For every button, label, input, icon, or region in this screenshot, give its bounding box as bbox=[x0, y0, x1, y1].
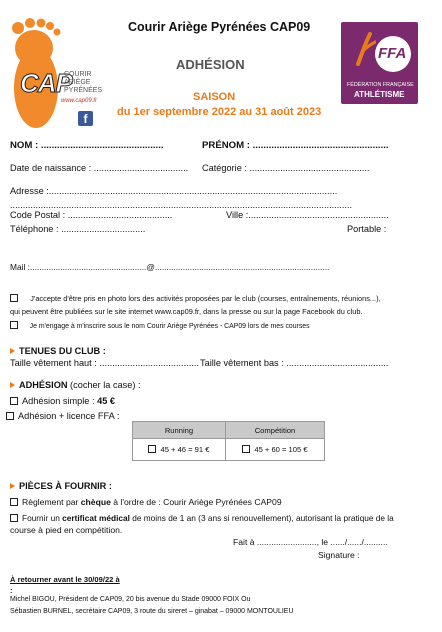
signature-label: Signature : bbox=[318, 550, 360, 560]
cheque-option[interactable]: Règlement par chèque à l'ordre de : Courir Ariège Pyrénées CAP09 bbox=[10, 497, 282, 507]
facebook-icon bbox=[78, 111, 93, 126]
retour-heading: À retourner avant le 30/09/22 à bbox=[10, 575, 120, 584]
ffa-logo bbox=[341, 22, 418, 104]
nom-field[interactable]: NOM : .............................................. bbox=[10, 140, 164, 151]
cheque-checkbox[interactable] bbox=[10, 498, 18, 506]
page-title: ADHÉSION bbox=[176, 57, 245, 72]
cap-url: www.cap09.fr bbox=[61, 98, 98, 104]
retour-colon: : bbox=[10, 586, 13, 595]
portable-field[interactable]: Portable : bbox=[347, 224, 387, 234]
retour-address-1: Michel BIGOU, Président de CAP09, 20 bis avenue du Stade 09000 FOIX Ou bbox=[10, 596, 251, 603]
categorie-field[interactable]: Catégorie : ............................................... bbox=[202, 163, 370, 173]
arrow-right-icon bbox=[10, 483, 15, 489]
ville-field[interactable]: Ville :....................................................... bbox=[226, 210, 389, 220]
certificat-option[interactable]: Fournir un certificat médical de moins de 1 an (3 ans si renouvellement), autorisant la pratique de la bbox=[10, 513, 394, 523]
taille-bas-field[interactable]: Taille vêtement bas : ........................................ bbox=[200, 358, 389, 368]
facebook-glyph: f bbox=[83, 112, 88, 126]
cap-line2: ARIÈGE bbox=[64, 79, 91, 86]
ffa-letters: FFA bbox=[378, 45, 407, 62]
fee-header-competition: Compétition bbox=[225, 422, 324, 439]
courses-consent-text: Je m'engage à m'inscrire sous le nom Courir Ariège Pyrénées - CAP09 lors de mes courses bbox=[29, 323, 310, 330]
adhesion-licence-checkbox[interactable] bbox=[6, 412, 14, 420]
fait-a-field[interactable]: Fait à ........................., le ....../....../.......... bbox=[233, 537, 388, 547]
certificat-line2: course à pied en compétition. bbox=[10, 525, 123, 535]
retour-address-2: Sébastien BURNEL, secrétaire CAP09, 3 route du sireret – ginabat – 09000 MONTOULIEU bbox=[10, 608, 294, 615]
adhesion-licence-option[interactable]: Adhésion + licence FFA : bbox=[6, 411, 119, 421]
tenues-heading: TENUES DU CLUB : bbox=[10, 346, 106, 356]
saison-label: SAISON bbox=[193, 91, 236, 103]
courses-checkbox[interactable] bbox=[10, 321, 18, 329]
taille-haut-field[interactable]: Taille vêtement haut : ....................................... bbox=[10, 358, 199, 368]
pieces-heading: PIÈCES À FOURNIR : bbox=[10, 481, 112, 491]
arrow-right-icon bbox=[10, 348, 15, 354]
photo-checkbox[interactable] bbox=[10, 294, 18, 302]
saison-dates: du 1er septembre 2022 au 31 août 2023 bbox=[117, 106, 322, 118]
fee-table bbox=[132, 421, 325, 461]
telephone-field[interactable]: Téléphone : ................................. bbox=[10, 224, 146, 234]
arrow-right-icon bbox=[10, 382, 15, 388]
photo-consent[interactable] bbox=[10, 294, 381, 303]
cap-line3: PYRÉNÉES bbox=[64, 87, 103, 94]
mail-field[interactable]: Mail :..................................................@........................................................................... bbox=[10, 262, 330, 272]
cap-big-text: CAP bbox=[20, 68, 72, 98]
athlete-icon bbox=[354, 30, 376, 66]
courses-consent[interactable] bbox=[10, 321, 310, 330]
cap-line1: COURIR bbox=[64, 71, 92, 78]
ffa-line1: FÉDÉRATION FRANÇAISE bbox=[347, 82, 414, 88]
adhesion-simple-checkbox[interactable] bbox=[10, 397, 18, 405]
certificat-checkbox[interactable] bbox=[10, 514, 18, 522]
fee-header-running: Running bbox=[133, 422, 226, 439]
club-name: Courir Ariège Pyrénées CAP09 bbox=[128, 20, 311, 34]
photo-consent-text: J'accepte d'être pris en photo lors des activités proposées par le club (courses, entraînements, réunions...), bbox=[30, 294, 381, 303]
adresse-field[interactable]: Adresse :................................................................................................................. bbox=[10, 186, 338, 196]
competition-checkbox[interactable] bbox=[242, 445, 250, 453]
fee-cell-running[interactable]: 45 + 46 = 91 € bbox=[133, 439, 226, 461]
adhesion-simple-option[interactable]: Adhésion simple : 45 € bbox=[10, 396, 115, 406]
running-checkbox[interactable] bbox=[148, 445, 156, 453]
ffa-line2: ATHLÉTISME bbox=[354, 90, 405, 99]
photo-consent-line2: qui peuvent être publiées sur le site internet www.cap09.fr, dans la presse ou sur la page Facebook du club. bbox=[10, 307, 363, 316]
fee-cell-competition[interactable]: 45 + 60 = 105 € bbox=[225, 439, 324, 461]
naissance-field[interactable]: Date de naissance : ..................................... bbox=[10, 163, 189, 173]
prenom-field[interactable]: PRÉNOM : ................................................... bbox=[202, 140, 389, 151]
cap09-logo bbox=[6, 18, 103, 136]
code-postal-field[interactable]: Code Postal : ......................................... bbox=[10, 210, 173, 220]
adresse-line2[interactable]: ...................................................................................................................................... bbox=[10, 200, 353, 210]
adhesion-heading: ADHÉSION (cocher la case) : bbox=[10, 380, 141, 390]
